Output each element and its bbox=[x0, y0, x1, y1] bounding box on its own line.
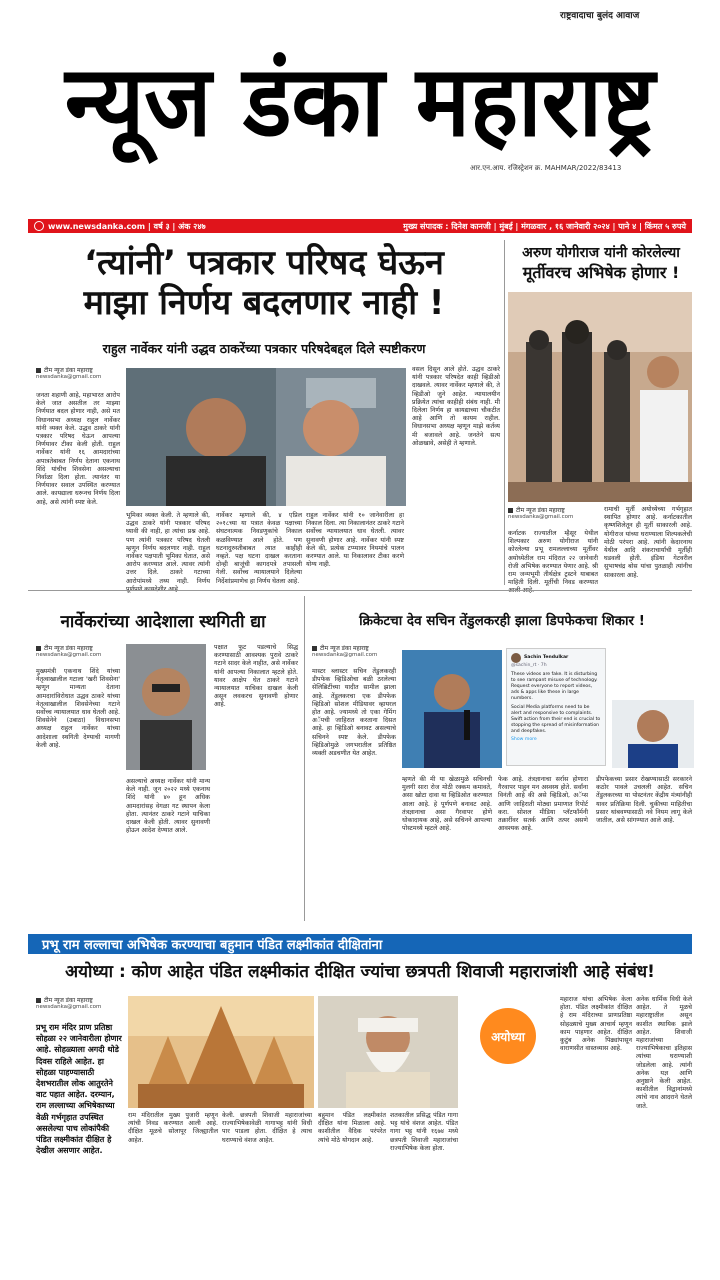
byline-marker-icon bbox=[312, 646, 317, 651]
story2-byline: टीम न्यूज डंका महाराष्ट्र bbox=[516, 507, 565, 514]
story5-email: newsdanka@gmail.com bbox=[36, 1004, 102, 1010]
tweet-more-link[interactable]: Show more bbox=[511, 737, 537, 742]
story3-col3: पक्षात फूट पडल्याचे सिद्ध करण्यासाठी आवश्यक पुरावे ठाकरे गटाने सादर केले नाहीत, असे नार्वेकर यांनी आपल्या निकालात म्हटले होते. यावर आक्षेप घेत ठाकरे गटाने न्यायालयात याचिका दाखल केली असून लवकरच सुनावणी होणार आहे. bbox=[214, 644, 298, 709]
column-divider bbox=[504, 240, 505, 585]
tweet-text: These videos are fake. It is disturbing to see rampant misuse of technology. Request everyone to report videos, ads & apps like these in large numbers. bbox=[511, 672, 598, 701]
story2-col2: रामाची मूर्ती अयोध्येच्या गर्भगृहात स्थापित होणार आहे. कर्नाटकातील कृष्णशिलेतून ही मूर्ती साकारली आहे. योगीराज यांच्या घराण्याला शिल्पकलेची मोठी परंपरा आहे. त्यांनी केदारनाथ येथील आदि शंकराचार्यांची मूर्तीही घडवली होती. इंडिया गेटवरील सुभाषचंद्र बोस यांचा पुतळाही त्यांनीच साकारला आहे. bbox=[604, 506, 692, 579]
masthead-tagline: राष्ट्रवादाचा बुलंद आवाज bbox=[560, 11, 640, 21]
story4-photo2 bbox=[612, 700, 694, 768]
story1-col1: जनता शहाणी आहे, महाभारत आरोप केले जात असतील तर माझ्या निर्णयात बदल होणार नाही, असे मत विधानसभा अध्यक्ष राहुल नार्वेकर यांनी व्यक्त केले. उद्धव ठाकरे यांनी पत्रकार परिषद घेऊन आपल्या निर्णयावर टीका केली होती. राहुल नार्वेकर यांनी १६ आमदारांच्या अपात्रतेबाबत निर्णय देताना एकनाथ शिंदे यांचीच शिवसेना असल्याचा निर्वाळा दिला होता. त्यानंतर या निर्णयावर सवाल उपस्थित करण्यात आले. कायद्याला धरूनच निर्णय दिला आहे, असे त्यांनी स्पष्ट केले. bbox=[36, 392, 120, 506]
story5-photo-art bbox=[128, 996, 314, 1108]
story2-photo-art bbox=[508, 292, 692, 502]
story3-photo bbox=[126, 644, 206, 770]
story4-byline: टीम न्यूज डंका महाराष्ट्र bbox=[320, 645, 369, 652]
story2-byline-block bbox=[508, 506, 598, 520]
story5-lead: प्रभू राम मंदिर प्राण प्रतिष्ठा सोहळा २२ जानेवारीला होणार आहे. सोहळ्याला अगदी थोडे दिवस राहिले आहेत. हा सोहळा पाहण्यासाठी देशभरातील लोक आतुरतेने वाट पहात आहेत. दरम्यान, राम लल्लाच्या अभिषेकाच्या वेळी गर्भगृहात उपस्थित असलेल्या पाच लोकांपैकी पंडित लक्ष्मीकांत दीक्षित हे देखील असणार आहेत. bbox=[36, 1023, 122, 1156]
masthead-title bbox=[60, 10, 704, 160]
story4-headline: क्रिकेटचा देव सचिन तेंडुलकरही झाला डिपफेकचा शिकार ! bbox=[359, 613, 645, 629]
masthead-title-text: न्यूज डंका महाराष्ट्र bbox=[65, 45, 704, 159]
story5-col2: केली. छत्रपती शिवाजी महाराजांच्या राज्याभिषेकावेळी गागाभट्ट यांनी विधी पार पाडला होता. दीक्षित हे त्याच घराण्याचे वंशज आहेत. bbox=[222, 1112, 312, 1144]
story1-subhead: राहुल नार्वेकर यांनी उद्धव ठाकरेंच्या पत्रकार परिषदेबद्दल दिले स्पष्टीकरण bbox=[102, 341, 426, 356]
story5-col4: शतकातील प्रसिद्ध पंडित गागा भट्ट यांचे वंशज आहेत. पंडित गागा भट्ट यांनी १६७४ मध्ये छत्रपती शिवाजी महाराजांचा राज्याभिषेक केला होता. bbox=[390, 1112, 458, 1152]
tweet-card bbox=[506, 648, 606, 766]
story4-photo2-art bbox=[612, 700, 694, 768]
story5-col1: राम मंदिरातील मुख्य पुजारी म्हणून त्यांची निवड करण्यात आली आहे. दीक्षित मूळचे सोलापूर जिल्ह्यातील आहेत. bbox=[128, 1112, 218, 1144]
story2-email: newsdanka@gmail.com bbox=[508, 514, 574, 520]
story1-byline-block bbox=[36, 366, 126, 380]
tweet-handle: @sachin_rt · 7h bbox=[511, 663, 547, 668]
story5-col5: महाराज यांचा अभिषेक केला होता. पंडित लक्ष्मीकांत दीक्षित हे राम मंदिराच्या प्राणप्रतिष्ठा सोहळ्याचे मुख्य आचार्य म्हणून काम पाहणार आहेत. दीक्षित कुटुंब अनेक पिढ्यांपासून वाराणसीत वास्तव्यास आहे. bbox=[560, 996, 632, 1053]
story4-byline-block bbox=[312, 644, 402, 658]
avatar bbox=[511, 653, 521, 663]
story1-col4: राहुल नार्वेकर यांनी १० जानेवारीला हा निकाल दिला. त्या निकालानंतर ठाकरे गटाने सर्वोच्च न्यायालयात धाव घेतली. त्यावर सुनावणी होणार आहे. नार्वेकर यांनी स्पष्ट केले की, प्रत्येक टप्प्यावर नियमांचे पालन करण्यात आले. या निकालावर टीका करणे योग्य नाही. bbox=[306, 512, 404, 569]
globe-icon bbox=[34, 221, 44, 231]
story4-col3: फेक आहे. तंत्रज्ञानाचा सर्रास होणारा गैरवापर पाहून मन अस्वस्थ होते. सर्वांना विनंती आहे की असे व्हिडिओ, अॅप्स आणि जाहिराती मोठ्या प्रमाणात रिपोर्ट करा. सोशल मीडिया प्लॅटफॉर्मनी तक्रारींवर सतर्क आणि तत्पर असणे आवश्यक आहे. bbox=[498, 776, 588, 833]
story1-headline-line2: माझा निर्णय बदलणार नाही ! bbox=[83, 282, 445, 323]
section-banner bbox=[28, 934, 692, 954]
story4-email: newsdanka@gmail.com bbox=[312, 652, 378, 658]
story5-photo2 bbox=[318, 996, 458, 1108]
story5-byline-block bbox=[36, 996, 126, 1010]
story2-headline-line2: मूर्तीवरच अभिषेक होणार ! bbox=[522, 262, 680, 282]
story4-photo bbox=[402, 650, 502, 768]
section-banner-text: प्रभू राम लल्लाचा अभिषेक करण्याचा बहुमान पंडित लक्ष्मीकांत दीक्षितांना bbox=[42, 938, 383, 953]
registration-number: आर.एन.आय. रजिस्ट्रेशन क्र. MAHMAR/2022/83413 bbox=[470, 164, 622, 172]
story3-col1: मुख्यमंत्री एकनाथ शिंदे यांच्या नेतृत्वाखालील गटाला 'खरी शिवसेना' म्हणून मान्यता देताना आमदारांविरोधात उद्धव ठाकरे यांच्या नेतृत्वाखालील शिवसेनेच्या गटाने सर्वोच्च न्यायालयात धाव घेतली आहे. शिवसेनेने (उबाठा) विधानसभा अध्यक्ष राहुल नार्वेकर यांच्या आदेशाला स्थगिती देण्याची मागणी केली आहे. bbox=[36, 668, 120, 749]
website-issue: www.newsdanka.com | वर्ष ३ | अंक २४७ bbox=[48, 221, 206, 231]
row-separator bbox=[28, 590, 692, 591]
story5-badge-text: अयोध्या bbox=[491, 1030, 525, 1044]
story4-col4: डीपफेकच्या प्रसार रोखण्यासाठी सरकारने कठोर पावले उचलली आहेत. सचिन तेंडुलकरच्या या पोस्टनंतर केंद्रीय मंत्र्यांनीही यावर प्रतिक्रिया दिली. चुकीच्या माहितीचा प्रसार थांबवण्यासाठी नवे नियम लागू केले जातील, असे सांगण्यात आले आहे. bbox=[596, 776, 692, 825]
story1-col3: नार्वेकर म्हणाले की, ४ एप्रिल २०१८च्या या पत्रात केवळ पक्षाच्या संघटनात्मक निवडणुकांचे निकाल कळविण्यात आले होते. पण घटनादुरुस्तीबाबत त्यात काहीही नव्हते. पक्ष घटना दाखल करताना दोन्ही बाजूंची कागदपत्रे तपासली गेली. सर्वोच्च न्यायालयाने दिलेल्या निर्देशांप्रमाणेच हा निर्णय घेतला आहे. bbox=[216, 512, 302, 585]
masthead-logo bbox=[60, 10, 704, 160]
story3-byline: टीम न्यूज डंका महाराष्ट्र bbox=[44, 645, 93, 652]
info-bar bbox=[28, 219, 692, 233]
story1-headline bbox=[28, 243, 500, 323]
story1-col5: वसल दिसून आले होते. उद्धव ठाकरे यांनी पत्रकार परिषदेत काही व्हिडीओ दाखवले. त्यावर नार्वेकर म्हणाले की, ते व्हिडीओ जुने आहेत. न्यायालयीन प्रक्रियेत त्यांचा काहीही संबंध नाही. मी दिलेला निर्णय हा कायद्याच्या चौकटीत आहे आणि तो कायम राहील. विधानसभा अध्यक्ष म्हणून माझे कर्तव्य मी बजावले आहे. जनतेने सत्य ओळखावे, असेही ते म्हणाले. bbox=[412, 366, 500, 447]
byline-marker-icon bbox=[36, 998, 41, 1003]
story5-badge bbox=[462, 1006, 554, 1066]
story1-headline-line1: ‘त्यांनी’ पत्रकार परिषद घेऊन bbox=[84, 243, 444, 283]
story4-col1: मास्टर ब्लास्टर सचिन तेंडुलकरही डीपफेक व्हिडिओचा बळी ठरलेल्या सेलिब्रिटींच्या यादीत सामील झाला आहे. तेंडुलकरचा एक डीपफेक व्हिडिओ सोशल मीडियावर व्हायरल होत आहे. ज्यामध्ये तो एका गेमिंग अॅपची जाहिरात करताना दिसत आहे. हा व्हिडिओ बनावट असल्याचे सचिनने स्पष्ट केले. डीपफेक व्हिडिओमुळे जगभरातील प्रतिष्ठित व्यक्ती अडचणीत येत आहेत. bbox=[312, 668, 396, 758]
story2-headline-line1: अरुण योगीराज यांनी कोरलेल्या bbox=[522, 245, 680, 261]
story5-col-mid bbox=[462, 1070, 554, 1174]
byline-marker-icon bbox=[36, 368, 41, 373]
story5-photo2-art bbox=[318, 996, 458, 1108]
story2-col1: कर्नाटक राज्यातील म्हैसूर येथील शिल्पकार अरुण योगीराज यांनी कोरलेल्या प्रभू रामलल्लाच्या मूर्तीवर अयोध्येतील राम मंदिरात २२ जानेवारी रोजी अभिषेक करण्यात येणार आहे. श्री राम जन्मभूमी तीर्थक्षेत्र ट्रस्टने याबाबत माहिती दिली. मूर्तीची निवड करण्यात bbox=[508, 530, 598, 587]
story1-byline: टीम न्यूज डंका महाराष्ट्र bbox=[44, 367, 93, 374]
story5-col6: अनेक धार्मिक विधी केले आहेत. ते मूळचे महाराष्ट्रातील असून काशीत स्थायिक झाले आहेत. शिवाजी महाराजांच्या राज्याभिषेकाचा इतिहास त्यांच्या घराण्याशी जोडलेला आहे. त्यांनी अनेक यज्ञ आणि अनुष्ठाने केली आहेत. काशीतील विद्वानांमध्ये त्यांचे नाव आदराने घेतले जाते. bbox=[636, 996, 692, 1110]
story2-photo bbox=[508, 292, 692, 502]
story3-byline-block bbox=[36, 644, 126, 658]
story4-col2: म्हणते की मी या खेळामुळे सचिनची मुलगी सारा रोज मोठी रक्कम कमावते, असा खोटा दावा या व्हिडिओत करण्यात आला आहे. हे पूर्णपणे बनावट आहे. तंत्रज्ञानाचा असा गैरवापर होणे धोकादायक आहे, असे सचिनने आपल्या पोस्टमध्ये म्हटले आहे. bbox=[402, 776, 492, 833]
story1-email: newsdanka@gmail.com bbox=[36, 374, 102, 380]
story3-email: newsdanka@gmail.com bbox=[36, 652, 102, 658]
story4-photo-art bbox=[402, 650, 502, 768]
story5-byline: टीम न्यूज डंका महाराष्ट्र bbox=[44, 997, 93, 1004]
story1-photo bbox=[126, 368, 406, 506]
story5-col3: बहुमान पंडित लक्ष्मीकांत दीक्षित यांना मिळाला आहे. काशीतील वैदिक परंपरेत त्यांचे मोठे योगदान आहे. bbox=[318, 1112, 386, 1144]
story1-col2: भूमिका व्यक्त केली. ते म्हणाले की, उद्धव ठाकरे यांनी पत्रकार परिषद घ्यावी की नाही, हा त्यांचा प्रश्न आहे. पण त्यांनी पत्रकार परिषद घेतली म्हणून निर्णय बदलणार नाही. राहुल नार्वेकर पक्षपाती भूमिका घेतात, असे आरोप करण्यात आले. त्यावर त्यांनी उत्तर दिले. ठाकरे गटाच्या आरोपांमध्ये तथ्य नाही. निर्णय bbox=[126, 512, 210, 585]
byline-marker-icon bbox=[36, 646, 41, 651]
tweet-text2: Social Media platforms need to be alert and responsive to complaints. Swift action from their end is crucial to stopping the spread of misinformation and deepfakes. bbox=[511, 705, 601, 734]
column-divider bbox=[304, 596, 305, 921]
story1-photo-art bbox=[126, 368, 406, 506]
story3-photo-art bbox=[126, 644, 206, 770]
story3-headline: नार्वेकरांच्या आदेशाला स्थगिती द्या bbox=[60, 612, 266, 632]
story5-headline: अयोध्या : कोण आहेत पंडित लक्ष्मीकांत दीक्षित ज्यांचा छत्रपती शिवाजी महाराजांशी आहे संबंध! bbox=[65, 962, 655, 982]
story5-badge-art bbox=[462, 1006, 554, 1066]
story2-headline bbox=[506, 246, 696, 281]
byline-marker-icon bbox=[508, 508, 513, 513]
issue-details: मुख्य संपादक : दिनेश कानजी | मुंबई | मंगळवार , १६ जानेवारी २०२४ | पाने ४ | किंमत ५ रुपये bbox=[403, 221, 686, 231]
story3-col2: असल्याचे अध्यक्ष नार्वेकर यांनी मान्य केले नाही. जून २०२२ मध्ये एकनाथ शिंदे यांनी ४० हून अधिक आमदारांसह वेगळा गट स्थापन केला होता. त्यानंतर ठाकरे गटाने याचिका दाखल केली होती. त्यावर सुनावणी होऊन आदेश देण्यात आले. bbox=[126, 778, 210, 835]
tweet-name: Sachin Tendulkar bbox=[524, 655, 569, 660]
story5-photo bbox=[128, 996, 314, 1108]
